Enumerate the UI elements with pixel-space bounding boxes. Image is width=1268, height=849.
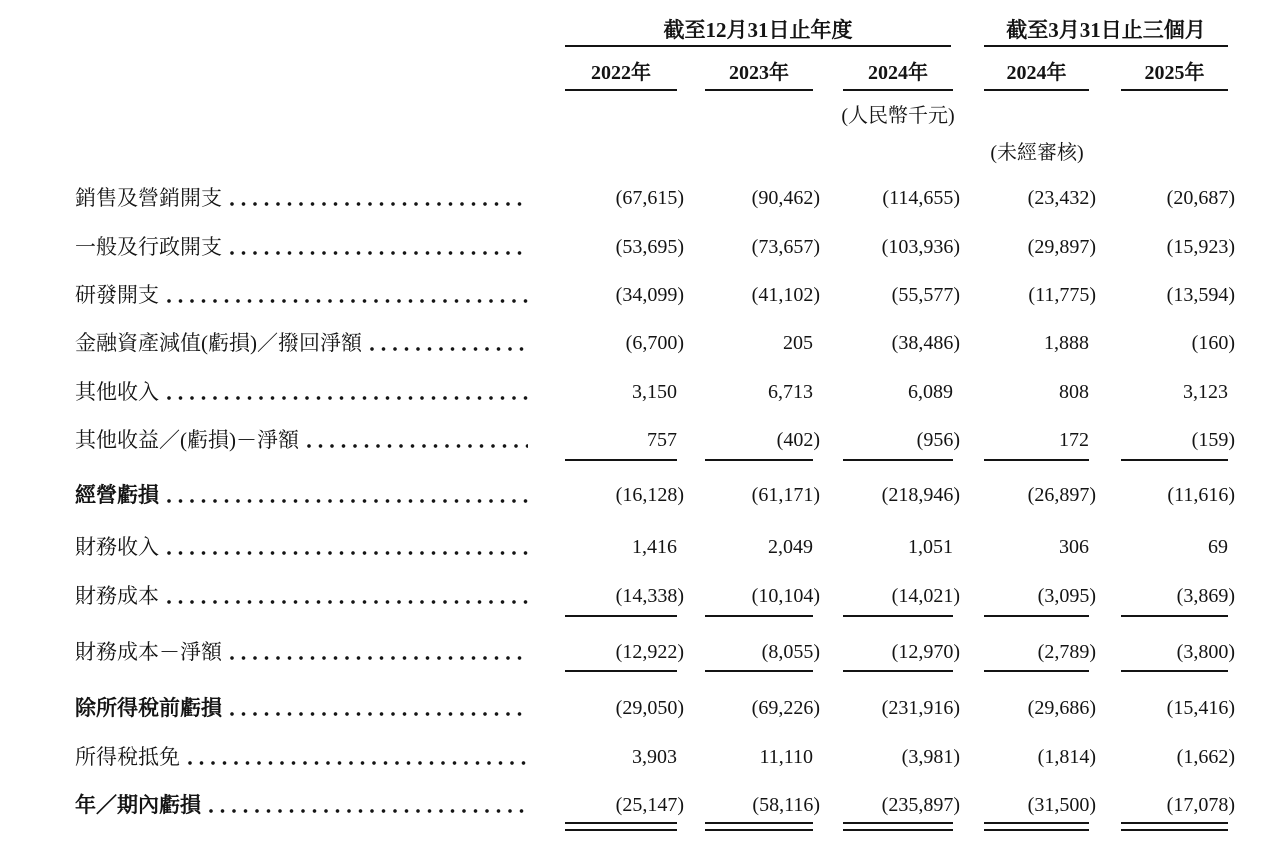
subtotal-rule xyxy=(984,459,1089,461)
total-double-rule xyxy=(565,822,677,824)
value-cell: (14,338) xyxy=(615,585,684,607)
year-column-header: 2025年 xyxy=(1144,62,1205,84)
dot-leader xyxy=(370,347,528,351)
value-cell: (55,577) xyxy=(891,284,960,306)
total-double-rule xyxy=(705,822,813,824)
value-cell: (26,897) xyxy=(1027,484,1096,506)
value-cell: (13,594) xyxy=(1166,284,1235,306)
row-label: 研發開支 xyxy=(75,283,159,307)
value-cell: (8,055) xyxy=(761,641,820,663)
value-cell: (235,897) xyxy=(881,794,960,816)
value-cell: (73,657) xyxy=(751,236,820,258)
value-cell: (29,050) xyxy=(615,697,684,719)
dot-leader xyxy=(188,761,528,765)
value-cell: 3,903 xyxy=(632,746,677,768)
value-cell: (67,615) xyxy=(615,187,684,209)
subtotal-rule xyxy=(1121,670,1228,672)
row-label: 其他收入 xyxy=(75,380,159,404)
value-cell: 69 xyxy=(1208,536,1228,558)
dot-leader xyxy=(230,251,528,255)
row-label: 財務收入 xyxy=(75,535,159,559)
table-row-label xyxy=(75,427,528,453)
subtotal-rule xyxy=(984,615,1089,617)
table-row-label xyxy=(75,379,528,405)
total-double-rule xyxy=(1121,829,1228,831)
value-cell: (53,695) xyxy=(615,236,684,258)
table-row-label xyxy=(75,583,528,609)
value-cell: (231,916) xyxy=(881,697,960,719)
value-cell: 1,888 xyxy=(1044,332,1089,354)
row-label: 除所得稅前虧損 xyxy=(75,696,222,720)
year-header-underline xyxy=(565,89,677,91)
value-cell: (61,171) xyxy=(751,484,820,506)
value-cell: (41,102) xyxy=(751,284,820,306)
table-row-label xyxy=(75,330,528,356)
row-label: 其他收益／(虧損)－淨額 xyxy=(75,428,299,452)
year-column-header: 2022年 xyxy=(591,62,651,84)
total-double-rule xyxy=(843,829,953,831)
value-cell: (29,897) xyxy=(1027,236,1096,258)
year-header-underline xyxy=(984,89,1089,91)
period-group-title-quarterly: 截至3月31日止三個月 xyxy=(1006,18,1206,42)
value-cell: (17,078) xyxy=(1166,794,1235,816)
value-cell: (3,095) xyxy=(1037,585,1096,607)
value-cell: (11,616) xyxy=(1167,484,1235,506)
row-label: 一般及行政開支 xyxy=(75,235,222,259)
value-cell: (3,869) xyxy=(1176,585,1235,607)
dot-leader xyxy=(167,551,528,555)
value-cell: (159) xyxy=(1191,429,1235,451)
value-cell: 2,049 xyxy=(768,536,813,558)
value-cell: (2,789) xyxy=(1037,641,1096,663)
value-cell: (103,936) xyxy=(881,236,960,258)
value-cell: (1,814) xyxy=(1037,746,1096,768)
total-double-rule xyxy=(1121,822,1228,824)
dot-leader xyxy=(230,202,528,206)
value-cell: (160) xyxy=(1191,332,1235,354)
value-cell: 3,123 xyxy=(1183,381,1228,403)
value-cell: (6,700) xyxy=(625,332,684,354)
dot-leader xyxy=(307,444,528,448)
value-cell: 1,051 xyxy=(908,536,953,558)
value-cell: 172 xyxy=(1059,429,1089,451)
row-label: 所得稅抵免 xyxy=(75,745,180,769)
value-cell: (956) xyxy=(916,429,960,451)
dot-leader xyxy=(167,600,528,604)
value-cell: 205 xyxy=(783,332,813,354)
value-cell: (29,686) xyxy=(1027,697,1096,719)
period-group-rule-annual xyxy=(565,45,951,47)
total-double-rule xyxy=(565,829,677,831)
subtotal-rule xyxy=(565,670,677,672)
subtotal-rule xyxy=(565,615,677,617)
value-cell: (20,687) xyxy=(1166,187,1235,209)
value-cell: (23,432) xyxy=(1027,187,1096,209)
dot-leader xyxy=(167,499,528,503)
value-cell: (10,104) xyxy=(751,585,820,607)
value-cell: (3,800) xyxy=(1176,641,1235,663)
value-cell: (31,500) xyxy=(1027,794,1096,816)
subtotal-rule xyxy=(843,615,953,617)
table-row-label xyxy=(75,639,528,665)
value-cell: (1,662) xyxy=(1176,746,1235,768)
table-row-label xyxy=(75,534,528,560)
year-column-header: 2024年 xyxy=(868,62,928,84)
dot-leader xyxy=(167,299,528,303)
row-label: 銷售及營銷開支 xyxy=(75,186,222,210)
value-cell: 1,416 xyxy=(632,536,677,558)
subtotal-rule xyxy=(705,615,813,617)
value-cell: (15,923) xyxy=(1166,236,1235,258)
value-cell: (38,486) xyxy=(891,332,960,354)
table-row-label xyxy=(75,482,528,508)
period-group-title-annual: 截至12月31日止年度 xyxy=(663,18,853,42)
subtotal-rule xyxy=(984,670,1089,672)
value-cell: (3,981) xyxy=(901,746,960,768)
table-row-label xyxy=(75,234,528,260)
subtotal-rule xyxy=(843,670,953,672)
value-cell: (12,970) xyxy=(891,641,960,663)
table-row-label xyxy=(75,695,528,721)
value-cell: 6,713 xyxy=(768,381,813,403)
table-row-label xyxy=(75,282,528,308)
value-cell: (12,922) xyxy=(615,641,684,663)
value-cell: 6,089 xyxy=(908,381,953,403)
total-double-rule xyxy=(984,822,1089,824)
subtotal-rule xyxy=(565,459,677,461)
value-cell: 808 xyxy=(1059,381,1089,403)
dot-leader xyxy=(167,396,528,400)
year-column-header: 2023年 xyxy=(729,62,789,84)
subtotal-rule xyxy=(1121,615,1228,617)
value-cell: (14,021) xyxy=(891,585,960,607)
value-cell: (114,655) xyxy=(882,187,960,209)
year-header-underline xyxy=(705,89,813,91)
value-cell: (25,147) xyxy=(615,794,684,816)
value-cell: (16,128) xyxy=(615,484,684,506)
period-group-rule-quarterly xyxy=(984,45,1228,47)
row-label: 財務成本 xyxy=(75,584,159,608)
value-cell: (58,116) xyxy=(752,794,820,816)
total-double-rule xyxy=(705,829,813,831)
year-column-header: 2024年 xyxy=(1006,62,1067,84)
subtotal-rule xyxy=(1121,459,1228,461)
value-cell: (402) xyxy=(776,429,820,451)
unaudited-note: (未經審核) xyxy=(990,142,1084,164)
value-cell: (15,416) xyxy=(1166,697,1235,719)
value-cell: (34,099) xyxy=(615,284,684,306)
year-header-underline xyxy=(1121,89,1228,91)
dot-leader xyxy=(230,712,528,716)
total-double-rule xyxy=(984,829,1089,831)
value-cell: (90,462) xyxy=(751,187,820,209)
subtotal-rule xyxy=(705,670,813,672)
total-double-rule xyxy=(843,822,953,824)
dot-leader xyxy=(230,656,528,660)
row-label: 財務成本－淨額 xyxy=(75,640,222,664)
table-row-label xyxy=(75,744,528,770)
table-row-label xyxy=(75,792,528,818)
row-label: 金融資產減值(虧損)／撥回淨額 xyxy=(75,331,362,355)
value-cell: (11,775) xyxy=(1028,284,1096,306)
value-cell: (218,946) xyxy=(881,484,960,506)
row-label: 年／期內虧損 xyxy=(75,793,201,817)
dot-leader xyxy=(209,809,528,813)
currency-unit-note: (人民幣千元) xyxy=(841,105,955,127)
subtotal-rule xyxy=(705,459,813,461)
value-cell: 11,110 xyxy=(759,746,813,768)
year-header-underline xyxy=(843,89,953,91)
value-cell: 757 xyxy=(647,429,677,451)
table-row-label xyxy=(75,185,528,211)
value-cell: 3,150 xyxy=(632,381,677,403)
row-label: 經營虧損 xyxy=(75,483,159,507)
subtotal-rule xyxy=(843,459,953,461)
value-cell: (69,226) xyxy=(751,697,820,719)
value-cell: 306 xyxy=(1059,536,1089,558)
